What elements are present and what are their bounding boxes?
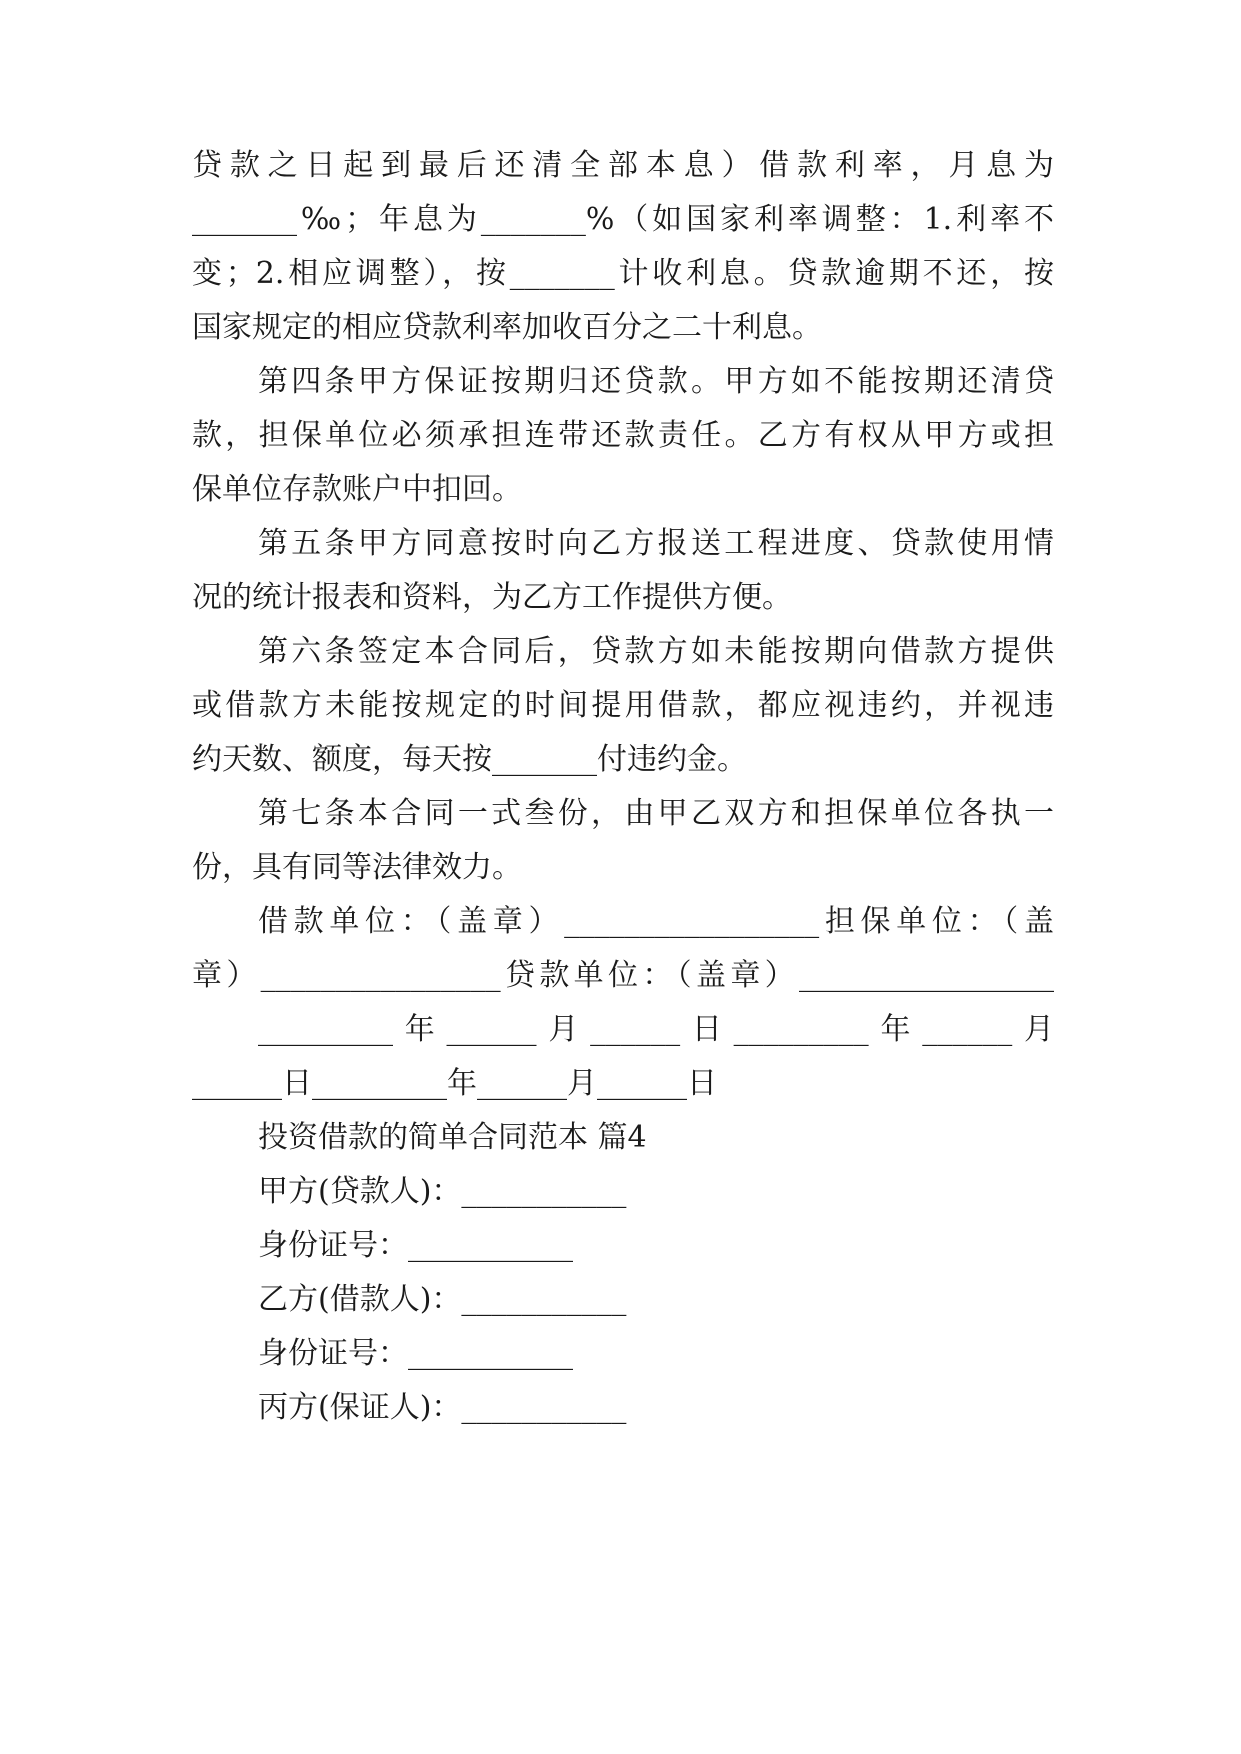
text-line: 约天数、额度，每天按_______付违约金。 <box>192 742 747 777</box>
text-line: 第六条签定本合同后，贷款方如未能按期向借款方提供 <box>258 634 1054 669</box>
text-line: 况的统计报表和资料，为乙方工作提供方便。 <box>192 580 792 615</box>
id-number-field: 身份证号：___________ <box>258 1336 573 1371</box>
text-line: 款，担保单位必须承担连带还款责任。乙方有权从甲方或担 <box>192 418 1054 453</box>
signature-line: 借款单位：（盖章）_________________担保单位：（盖 <box>258 904 1054 939</box>
text-line: 保单位存款账户中扣回。 <box>192 472 522 507</box>
text-line: 变；2.相应调整），按_______计收利息。贷款逾期不还，按 <box>192 256 1054 291</box>
date-line: _________年______月______日_________年______月 <box>258 1012 1054 1047</box>
signature-line: 章）________________贷款单位：（盖章）_________________ <box>192 958 1054 993</box>
text-line: 第四条甲方保证按期归还贷款。甲方如不能按期还清贷 <box>258 364 1054 399</box>
section-heading: 投资借款的简单合同范本 篇4 <box>258 1120 647 1155</box>
text-line: 份，具有同等法律效力。 <box>192 850 522 885</box>
text-line: 第七条本合同一式叁份，由甲乙双方和担保单位各执一 <box>258 796 1054 831</box>
id-number-field: 身份证号：___________ <box>258 1228 573 1263</box>
text-line: 贷款之日起到最后还清全部本息）借款利率，月息为 <box>192 148 1054 183</box>
party-c-field: 丙方(保证人)：___________ <box>258 1390 627 1425</box>
text-line: _______‰；年息为_______%（如国家利率调整：1.利率不 <box>192 202 1054 237</box>
date-line: ______日_________年______月______日 <box>192 1066 717 1101</box>
party-b-field: 乙方(借款人)：___________ <box>258 1282 627 1317</box>
text-line: 或借款方未能按规定的时间提用借款，都应视违约，并视违 <box>192 688 1054 723</box>
text-line: 国家规定的相应贷款利率加收百分之二十利息。 <box>192 310 822 345</box>
party-a-field: 甲方(贷款人)：___________ <box>258 1174 627 1209</box>
text-line: 第五条甲方同意按时向乙方报送工程进度、贷款使用情 <box>258 526 1054 561</box>
